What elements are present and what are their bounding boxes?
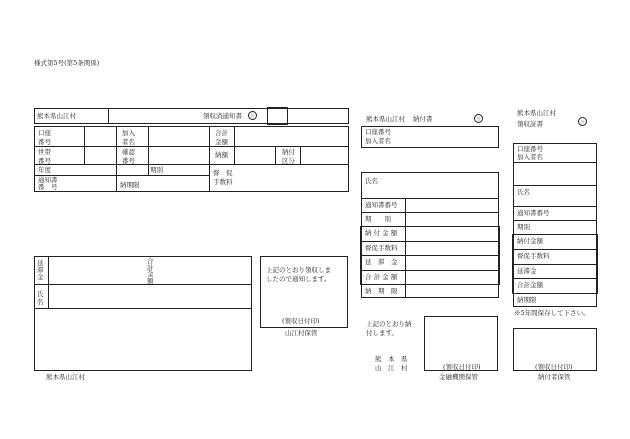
receipt-label-subscriber: 加入者名 xyxy=(517,153,543,161)
notice-title-row xyxy=(34,108,349,124)
notice-amount-box xyxy=(34,256,252,371)
label-total-amount-vertical: 合 計 金 額 xyxy=(147,257,154,285)
receipt-label-notice-no: 通知書番号 xyxy=(517,209,550,217)
label-reminder-fee: 督 促 手数料 xyxy=(213,169,233,186)
notice-stamp-label: (領収日付印) xyxy=(282,317,320,325)
label-confirm-no: 確認 番号 xyxy=(122,148,135,165)
slip-label-name: 氏名 xyxy=(365,177,378,185)
label-household-no: 世帯 番号 xyxy=(38,148,51,165)
notice-footer-office: 熊本県山江村 xyxy=(46,373,85,381)
slip-office: 熊本県山江村 xyxy=(366,115,405,123)
receipt-retention-note: ※5年間保存して下さい。 xyxy=(514,309,590,317)
receipt-stamp-label: (領収日付印) xyxy=(535,363,573,371)
slip-row-notice-no: 通知書番号 xyxy=(365,201,398,209)
slip-payment-text: 上記のとおり納 付します。 xyxy=(366,320,412,337)
label-notice-no: 通知書 番 号 xyxy=(38,176,58,191)
receipt-row-payment-amount: 納付金額 xyxy=(517,237,543,245)
notice-receipt-text: 上記のとおり領収しま したので通知します。 xyxy=(266,266,331,283)
label-due-date: 納期限 xyxy=(120,181,140,189)
public-seal-icon: 公 xyxy=(578,117,587,126)
public-seal-icon: 公 xyxy=(474,114,483,123)
label-name: 氏 名 xyxy=(37,290,44,306)
notice-check-box xyxy=(267,107,288,125)
slip-row-period: 期 別 xyxy=(365,215,391,223)
receipt-title: 領収証書 xyxy=(517,120,543,128)
label-tax-amount: 納額 xyxy=(215,151,228,159)
label-account-no: 口座 番号 xyxy=(38,129,51,146)
label-subscriber: 加入 者名 xyxy=(122,129,135,146)
form-number: 様式第5号(第5条関係) xyxy=(34,59,100,67)
notice-detail-grid xyxy=(34,126,349,192)
receipt-office: 熊本県山江村 xyxy=(517,109,556,117)
slip-title: 納付書 xyxy=(413,115,433,123)
receipt-label-name: 氏名 xyxy=(517,188,530,196)
slip-row-payment-amount: 納 付 金 額 xyxy=(365,229,398,237)
slip-row-reminder-fee: 督促手数料 xyxy=(365,244,398,252)
label-late-fee: 延 滞 金 xyxy=(37,259,44,281)
notice-keeper-label: 山江村保管 xyxy=(285,329,318,337)
slip-row-late-fee: 延 滞 金 xyxy=(365,258,398,266)
receipt-row-late-fee: 延滞金 xyxy=(517,267,537,275)
notice-title: 領収済通知書 xyxy=(203,112,242,120)
label-total-amount: 合計 金額 xyxy=(215,129,228,146)
receipt-label-due-date: 納期限 xyxy=(517,296,537,304)
public-seal-icon: 公 xyxy=(248,111,257,120)
slip-office-vertical: 熊 本 県 山 江 村 xyxy=(375,355,408,372)
slip-row-due-date: 納 期 限 xyxy=(365,287,398,295)
receipt-keeper-label: 納付者保管 xyxy=(538,373,571,381)
label-year: 年度 xyxy=(38,166,51,174)
slip-row-total-amount: 合 計 金 額 xyxy=(365,273,398,281)
notice-office: 熊本県山江村 xyxy=(37,112,76,120)
receipt-label-account-no: 口座番号 xyxy=(517,145,543,153)
slip-keeper-label: 金融機関保管 xyxy=(439,373,478,381)
receipt-label-period: 期別 xyxy=(517,223,530,231)
label-period: 期別 xyxy=(150,166,163,174)
slip-label-subscriber: 加入者名 xyxy=(365,137,391,145)
receipt-row-total-amount: 合計金額 xyxy=(517,281,543,289)
slip-stamp-label: (領収日付印) xyxy=(443,363,481,371)
receipt-row-reminder-fee: 督促手数料 xyxy=(517,252,550,260)
slip-label-account-no: 口座番号 xyxy=(365,128,391,136)
label-payment-class: 納付 区分 xyxy=(282,148,295,165)
